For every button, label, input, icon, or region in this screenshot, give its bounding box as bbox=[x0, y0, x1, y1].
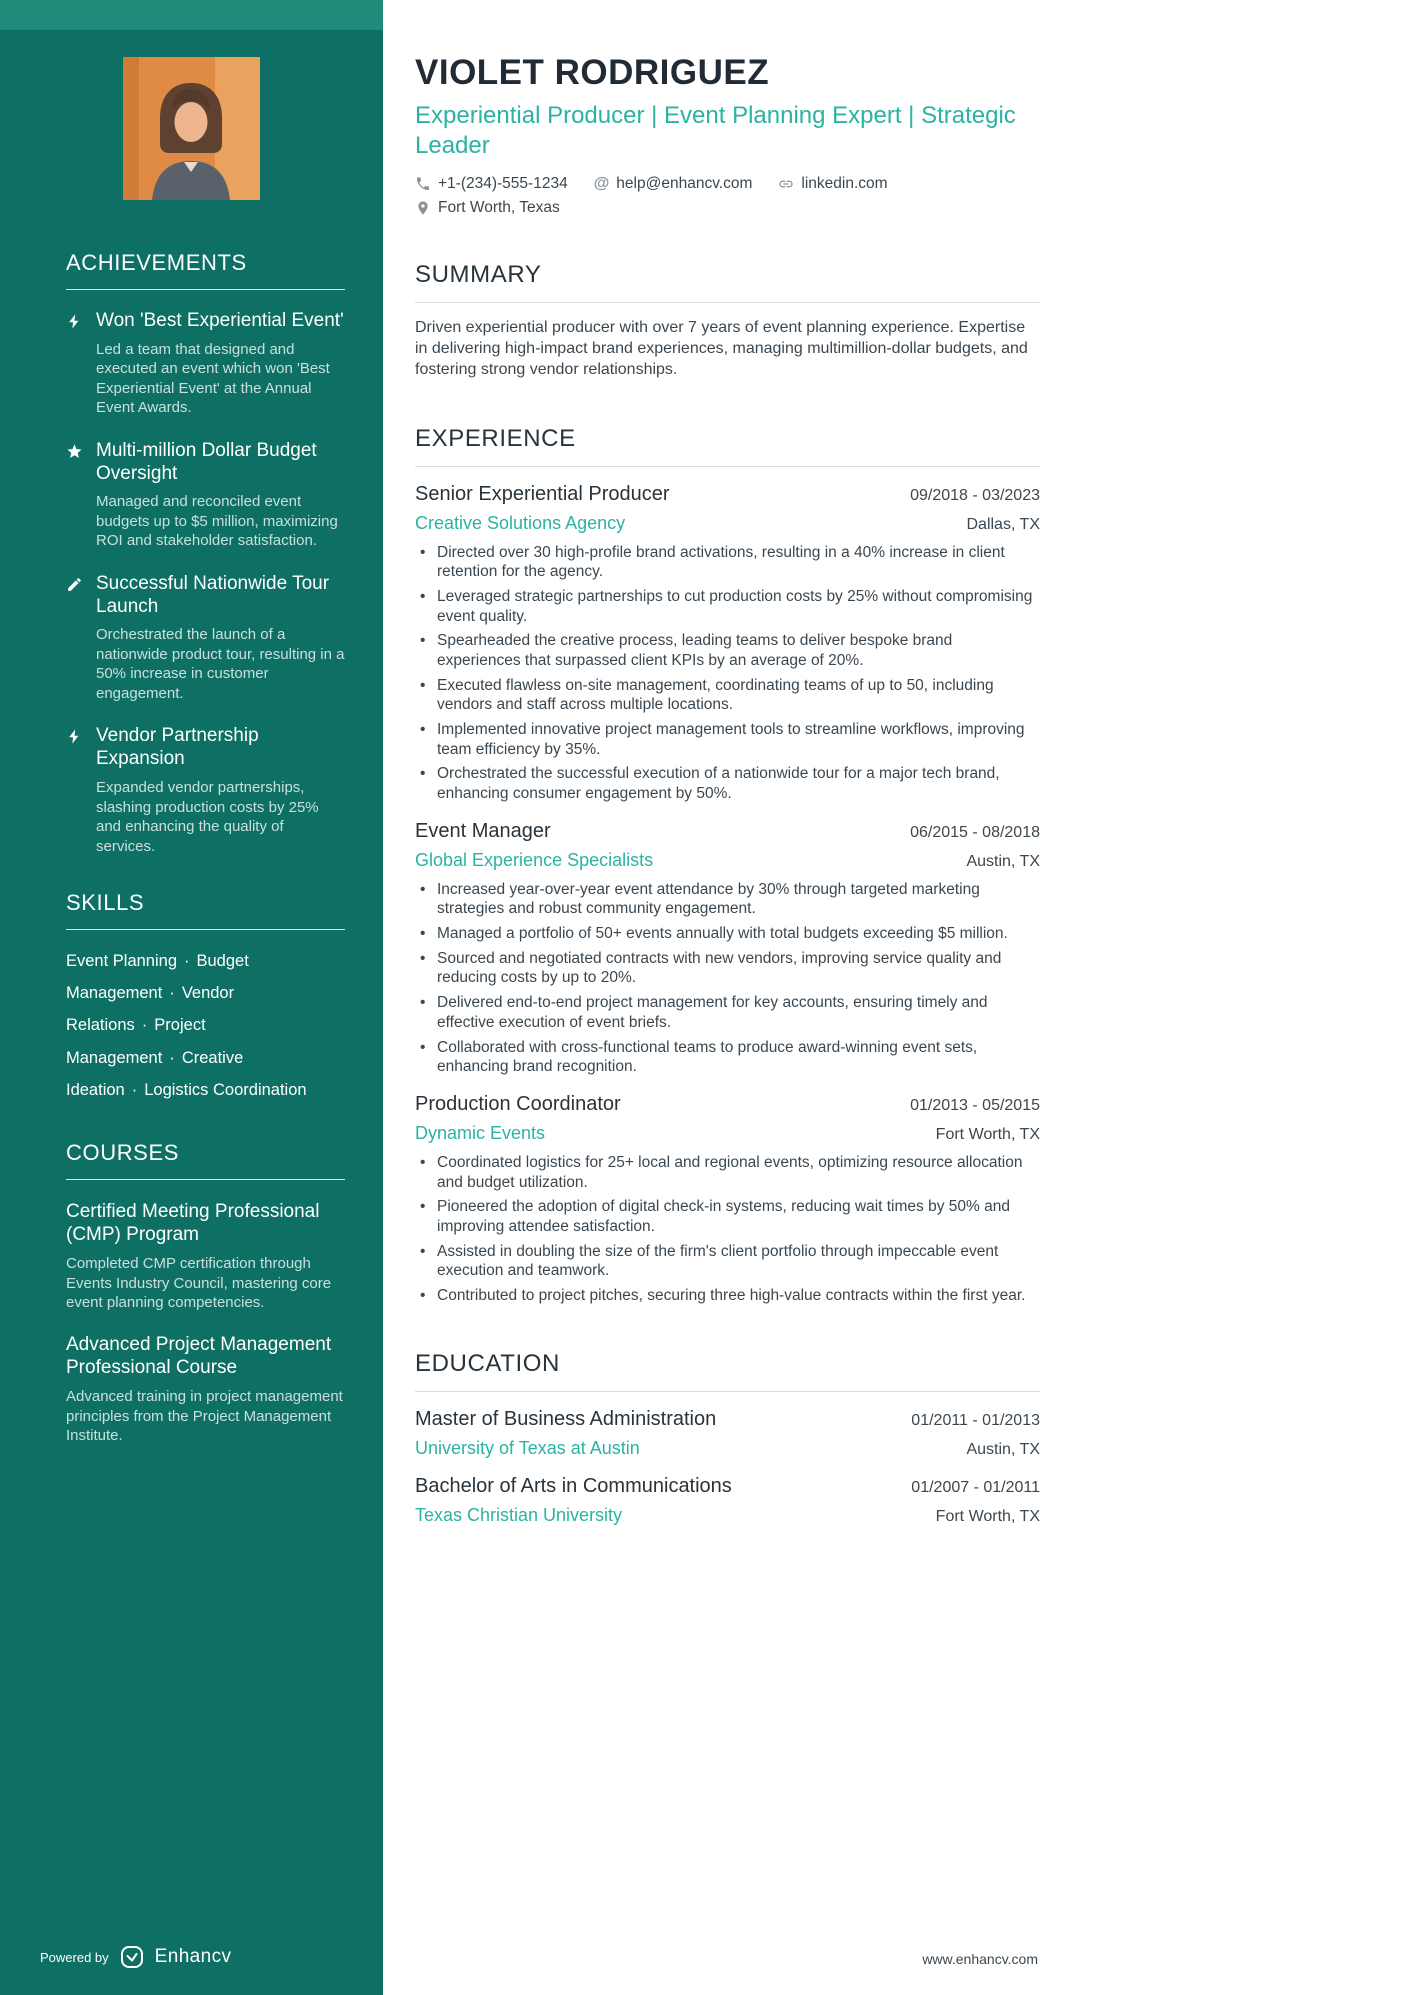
achievement-description: Orchestrated the launch of a nationwide product tour, resulting in a 50% increase in customer engagement. bbox=[96, 626, 345, 702]
job-bullet: • Leveraged strategic partnerships to cut production costs by 25% without compromising event quality. bbox=[415, 587, 1040, 626]
job-bullet: • Managed a portfolio of 50+ events annually with total budgets exceeding $5 million. bbox=[415, 924, 1040, 944]
degree-location: Austin, TX bbox=[966, 1440, 1040, 1458]
achievement-body bbox=[96, 440, 345, 551]
powered-by bbox=[40, 1945, 231, 1969]
job-company-row bbox=[415, 843, 1040, 871]
job-title: Senior Experiential Producer bbox=[415, 482, 670, 505]
achievement-description: Led a team that designed and executed an event which won 'Best Experiential Event' at the Annual Event Awards. bbox=[96, 340, 330, 417]
phone-number: +1-(234)-555-1234 bbox=[438, 174, 568, 192]
degree-title: Bachelor of Arts in Communications bbox=[415, 1474, 732, 1497]
achievement-body bbox=[96, 573, 345, 704]
skill-separator: · bbox=[169, 1048, 175, 1067]
degree-dates: 01/2007 - 01/2011 bbox=[911, 1478, 1040, 1496]
skill-separator: · bbox=[184, 952, 190, 971]
job-location: Fort Worth, TX bbox=[935, 1125, 1040, 1143]
job-bullet: • Increased year-over-year event attendance by 30% through targeted marketing strategies and robust community engagement. bbox=[415, 880, 1040, 919]
location-pin-icon bbox=[415, 200, 431, 216]
job-bullet: • Collaborated with cross-functional teams to produce award-winning event sets, enhancing brand recognition. bbox=[415, 1038, 1040, 1077]
resume-header bbox=[415, 54, 1040, 217]
job-company: Creative Solutions Agency bbox=[415, 512, 626, 533]
main-content bbox=[383, 0, 1410, 1995]
achievements-section bbox=[0, 250, 383, 856]
achievement-item bbox=[66, 310, 345, 418]
degree-title: Master of Business Administration bbox=[415, 1407, 717, 1430]
achievement-item bbox=[66, 725, 345, 856]
job-bullet: • Spearheaded the creative process, leading teams to deliver bespoke brand experiences that surpassed client KPIs by an average of 20%. bbox=[415, 631, 1040, 670]
star-icon bbox=[66, 440, 84, 551]
job-title-row bbox=[415, 483, 1040, 506]
achievements-list bbox=[66, 310, 345, 856]
course-description: Advanced training in project management principles from the Project Management Institute. bbox=[66, 1388, 343, 1445]
degree-title-row bbox=[415, 1475, 1040, 1498]
job-bullets bbox=[415, 1153, 1040, 1306]
location-text: Fort Worth, Texas bbox=[438, 198, 560, 216]
course-title: Certified Meeting Professional (CMP) Program bbox=[66, 1200, 320, 1246]
summary-text: Driven experiential producer with over 7 years of event planning experience. Expertise in delivering high-impact brand experiences, managing multimillion-dollar budgets, and fostering strong vendor relationships. bbox=[415, 318, 1028, 379]
job-company: Dynamic Events bbox=[415, 1122, 546, 1143]
skill-separator: · bbox=[169, 984, 175, 1003]
courses-heading: COURSES bbox=[66, 1140, 345, 1180]
skills-list bbox=[66, 945, 345, 1106]
job-bullet: • Coordinated logistics for 25+ local and regional events, optimizing resource allocation and budget utilization. bbox=[415, 1153, 1040, 1192]
sidebar bbox=[0, 0, 383, 1995]
location-contact bbox=[415, 199, 560, 217]
bolt-icon bbox=[66, 310, 84, 418]
skill-separator: · bbox=[131, 1080, 138, 1099]
job-location: Austin, TX bbox=[966, 852, 1040, 870]
job-bullet: • Delivered end-to-end project management for key accounts, ensuring timely and effective execution of event briefs. bbox=[415, 993, 1040, 1032]
phone-contact[interactable] bbox=[415, 175, 568, 193]
brand-name: Enhancv bbox=[154, 1946, 232, 1967]
job-title-row bbox=[415, 1093, 1040, 1116]
job-title: Event Manager bbox=[415, 819, 551, 842]
degree-location: Fort Worth, TX bbox=[935, 1507, 1040, 1525]
job-company-row bbox=[415, 1116, 1040, 1144]
course-title: Advanced Project Management Professional Course bbox=[66, 1333, 332, 1378]
skills-heading: SKILLS bbox=[66, 890, 345, 930]
achievement-title: Vendor Partnership Expansion bbox=[96, 725, 259, 770]
achievement-body bbox=[96, 725, 345, 856]
job-company-row bbox=[415, 506, 1040, 534]
courses-section bbox=[0, 1140, 383, 1446]
achievement-title: Won 'Best Experiential Event' bbox=[96, 310, 344, 331]
summary-heading: SUMMARY bbox=[415, 261, 1040, 303]
degree-school: University of Texas at Austin bbox=[415, 1437, 640, 1458]
linkedin-url: linkedin.com bbox=[801, 174, 888, 192]
job-bullets bbox=[415, 880, 1040, 1077]
skill-item: Creative Ideation bbox=[66, 1048, 244, 1099]
job-title-row bbox=[415, 820, 1040, 843]
job-dates: 06/2015 - 08/2018 bbox=[910, 823, 1040, 841]
achievement-item bbox=[66, 440, 345, 551]
achievement-body bbox=[96, 310, 345, 418]
skill-separator: · bbox=[141, 1016, 148, 1035]
job-bullet: • Assisted in doubling the size of the firm's client portfolio through impeccable event execution and teamwork. bbox=[415, 1242, 1040, 1281]
skill-item: Event Planning bbox=[66, 952, 177, 971]
education-section bbox=[415, 1350, 1040, 1526]
skill-item: Logistics Coordination bbox=[144, 1080, 307, 1099]
profile-photo bbox=[123, 57, 260, 200]
job-entry bbox=[415, 820, 1040, 1077]
bolt-icon bbox=[66, 725, 84, 856]
job-bullet: • Directed over 30 high-profile brand activations, resulting in a 40% increase in client retention for the agency. bbox=[415, 543, 1040, 582]
skill-item: Vendor Relations bbox=[66, 984, 235, 1035]
job-bullet: • Sourced and negotiated contracts with new vendors, improving service quality and reducing costs by up to 20%. bbox=[415, 949, 1040, 988]
job-bullets bbox=[415, 543, 1040, 804]
job-bullet: • Pioneered the adoption of digital check-in systems, reducing wait times by 50% and improving attendee satisfaction. bbox=[415, 1197, 1040, 1236]
degree-school: Texas Christian University bbox=[415, 1504, 623, 1525]
skill-item: Budget Management bbox=[66, 952, 249, 1003]
degree-entry bbox=[415, 1408, 1040, 1459]
job-dates: 09/2018 - 03/2023 bbox=[910, 486, 1040, 504]
job-bullet: • Contributed to project pitches, securing three high-value contracts within the first year. bbox=[415, 1286, 1040, 1306]
achievement-item bbox=[66, 573, 345, 704]
course-item bbox=[66, 1333, 345, 1446]
email-icon: @ bbox=[593, 174, 610, 192]
contact-row bbox=[415, 199, 1040, 217]
job-location: Dallas, TX bbox=[966, 515, 1040, 533]
job-title: Production Coordinator bbox=[415, 1092, 621, 1115]
job-bullet: • Executed flawless on-site management, coordinating teams of up to 50, including vendors and staff across multiple locations. bbox=[415, 676, 1040, 715]
education-heading: EDUCATION bbox=[415, 1350, 1040, 1392]
course-description: Completed CMP certification through Events Industry Council, mastering core event planning competencies. bbox=[66, 1255, 332, 1312]
job-company: Global Experience Specialists bbox=[415, 849, 654, 870]
headline: Experiential Producer | Event Planning Expert | Strategic Leader bbox=[415, 101, 1016, 160]
job-dates: 01/2013 - 05/2015 bbox=[910, 1096, 1040, 1114]
achievement-description: Managed and reconciled event budgets up to $5 million, maximizing ROI and stakeholder satisfaction. bbox=[96, 493, 338, 550]
degree-school-row bbox=[415, 1431, 1040, 1459]
phone-icon bbox=[415, 176, 431, 192]
job-bullet: • Orchestrated the successful execution of a nationwide tour for a major tech brand, enhancing consumer engagement by 50%. bbox=[415, 764, 1040, 803]
degree-entry bbox=[415, 1475, 1040, 1526]
skills-section bbox=[0, 890, 383, 1106]
person-name: VIOLET RODRIGUEZ bbox=[415, 53, 770, 92]
contact-row bbox=[415, 175, 1040, 193]
linkedin-contact[interactable] bbox=[778, 175, 887, 193]
job-entry bbox=[415, 1093, 1040, 1306]
job-bullet: • Implemented innovative project management tools to streamline workflows, improving team efficiency by 35%. bbox=[415, 720, 1040, 759]
achievement-description: Expanded vendor partnerships, slashing production costs by 25% and enhancing the quality of services. bbox=[96, 779, 319, 855]
experience-section bbox=[415, 425, 1040, 1306]
achievements-heading: ACHIEVEMENTS bbox=[66, 250, 345, 290]
link-icon bbox=[778, 176, 794, 192]
achievement-title: Multi-million Dollar Budget Oversight bbox=[96, 439, 317, 484]
contact-info bbox=[415, 175, 1040, 217]
achievement-title: Successful Nationwide Tour Launch bbox=[96, 572, 330, 617]
degree-title-row bbox=[415, 1408, 1040, 1431]
website-link[interactable]: www.enhancv.com bbox=[922, 1951, 1038, 1967]
experience-heading: EXPERIENCE bbox=[415, 425, 1040, 467]
course-item bbox=[66, 1200, 345, 1313]
sidebar-top-band bbox=[0, 0, 383, 30]
profile-photo-illustration bbox=[123, 57, 260, 200]
skill-item: Project Management bbox=[66, 1016, 206, 1067]
email-address: help@enhancv.com bbox=[616, 174, 753, 192]
degree-dates: 01/2011 - 01/2013 bbox=[911, 1411, 1040, 1429]
powered-by-label: Powered by bbox=[40, 1949, 109, 1965]
pen-icon bbox=[66, 573, 84, 704]
job-entry bbox=[415, 483, 1040, 804]
enhancv-logo-icon bbox=[120, 1945, 144, 1969]
summary-section bbox=[415, 261, 1040, 381]
degree-school-row bbox=[415, 1498, 1040, 1526]
email-contact[interactable] bbox=[594, 175, 753, 193]
